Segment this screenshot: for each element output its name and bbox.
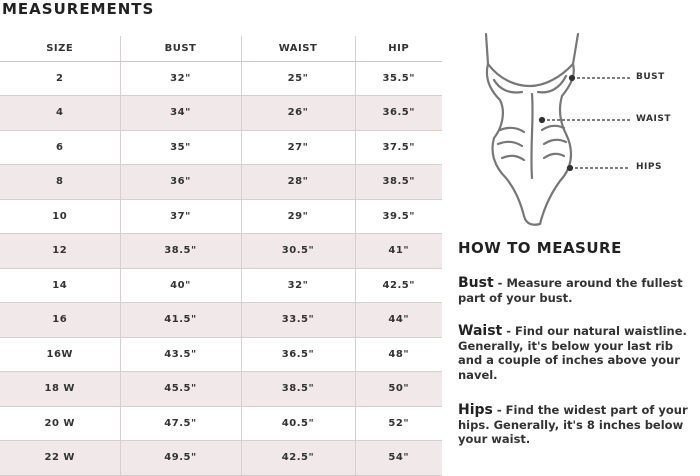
header-hip: HIP <box>355 36 442 61</box>
ruching-left-2 <box>498 142 522 146</box>
table-row <box>0 441 442 476</box>
size-cell: 22 W <box>0 441 120 476</box>
bust-cell: 45.5" <box>120 372 241 407</box>
table-row <box>0 372 442 407</box>
header-bust: BUST <box>120 36 241 61</box>
hip-cell: 50" <box>355 372 442 407</box>
hip-cell: 35.5" <box>355 61 442 96</box>
how-to-waist <box>458 324 698 382</box>
hips-label: HIPS <box>636 162 662 172</box>
size-cell: 16W <box>0 337 120 372</box>
hips-instruction: Find the widest part of your hips. Generally, it's 8 inches below your waist. <box>458 403 688 446</box>
waist-cell: 40.5" <box>241 406 355 441</box>
ruching-left-3 <box>502 156 524 160</box>
how-to-bust <box>458 276 698 305</box>
bodysuit-illustration <box>470 28 695 233</box>
table-row <box>0 130 442 165</box>
table-row <box>0 96 442 131</box>
bust-cell: 41.5" <box>120 303 241 338</box>
page-title: MEASUREMENTS <box>2 0 155 18</box>
waist-term: Waist <box>458 323 503 339</box>
ruching-left-1 <box>500 128 524 132</box>
waist-separator: - <box>502 324 515 338</box>
size-cell: 14 <box>0 268 120 303</box>
table-row <box>0 61 442 96</box>
size-cell: 18 W <box>0 372 120 407</box>
table-row <box>0 303 442 338</box>
size-cell: 12 <box>0 234 120 269</box>
how-to-measure-title: HOW TO MEASURE <box>458 239 622 257</box>
table-row <box>0 406 442 441</box>
size-chart-table <box>0 36 442 476</box>
measurement-diagram <box>470 28 695 233</box>
size-cell: 4 <box>0 96 120 131</box>
waist-cell: 32" <box>241 268 355 303</box>
table-row <box>0 234 442 269</box>
table-row <box>0 165 442 200</box>
size-cell: 20 W <box>0 406 120 441</box>
waist-cell: 27" <box>241 130 355 165</box>
waist-cell: 30.5" <box>241 234 355 269</box>
waist-cell: 29" <box>241 199 355 234</box>
hip-cell: 54" <box>355 441 442 476</box>
waist-cell: 42.5" <box>241 441 355 476</box>
waist-label: WAIST <box>636 114 671 124</box>
bust-label: BUST <box>636 72 665 82</box>
right-strap <box>573 34 578 64</box>
bust-instruction: Measure around the fullest part of your bust. <box>458 276 683 305</box>
waist-cell: 36.5" <box>241 337 355 372</box>
size-cell: 8 <box>0 165 120 200</box>
bust-separator: - <box>493 276 507 290</box>
how-to-hips <box>458 403 698 447</box>
hips-term: Hips <box>458 402 493 418</box>
size-cell: 2 <box>0 61 120 96</box>
waist-cell: 26" <box>241 96 355 131</box>
left-strap <box>486 34 488 64</box>
bust-term: Bust <box>458 275 494 291</box>
hips-separator: - <box>492 403 506 417</box>
waist-cell: 25" <box>241 61 355 96</box>
bust-cell: 40" <box>120 268 241 303</box>
header-size: SIZE <box>0 36 120 61</box>
hip-cell: 36.5" <box>355 96 442 131</box>
bust-cell: 38.5" <box>120 234 241 269</box>
waist-instruction: Find our natural waistline. Generally, it's below your last rib and a couple of inches above your navel. <box>458 324 687 382</box>
hip-cell: 38.5" <box>355 165 442 200</box>
hip-cell: 44" <box>355 303 442 338</box>
neckline <box>488 64 573 86</box>
center-seam <box>531 94 532 178</box>
hip-cell: 37.5" <box>355 130 442 165</box>
hip-cell: 48" <box>355 337 442 372</box>
bust-cell: 35" <box>120 130 241 165</box>
table-row <box>0 268 442 303</box>
hip-cell: 42.5" <box>355 268 442 303</box>
ruching-right-3 <box>544 154 564 158</box>
size-cell: 10 <box>0 199 120 234</box>
waist-cell: 28" <box>241 165 355 200</box>
bust-cell: 37" <box>120 199 241 234</box>
bust-cell: 34" <box>120 96 241 131</box>
bust-cell: 43.5" <box>120 337 241 372</box>
table-header-row <box>0 36 442 61</box>
hip-cell: 52" <box>355 406 442 441</box>
size-cell: 16 <box>0 303 120 338</box>
size-cell: 6 <box>0 130 120 165</box>
header-waist: WAIST <box>241 36 355 61</box>
bust-cell: 47.5" <box>120 406 241 441</box>
table-row <box>0 199 442 234</box>
table-row <box>0 337 442 372</box>
bust-cell: 32" <box>120 61 241 96</box>
hip-cell: 39.5" <box>355 199 442 234</box>
ruching-right-2 <box>544 140 566 144</box>
waist-cell: 33.5" <box>241 303 355 338</box>
bust-cell: 36" <box>120 165 241 200</box>
waist-cell: 38.5" <box>241 372 355 407</box>
ruching-right-1 <box>542 126 564 130</box>
bust-cell: 49.5" <box>120 441 241 476</box>
hip-cell: 41" <box>355 234 442 269</box>
